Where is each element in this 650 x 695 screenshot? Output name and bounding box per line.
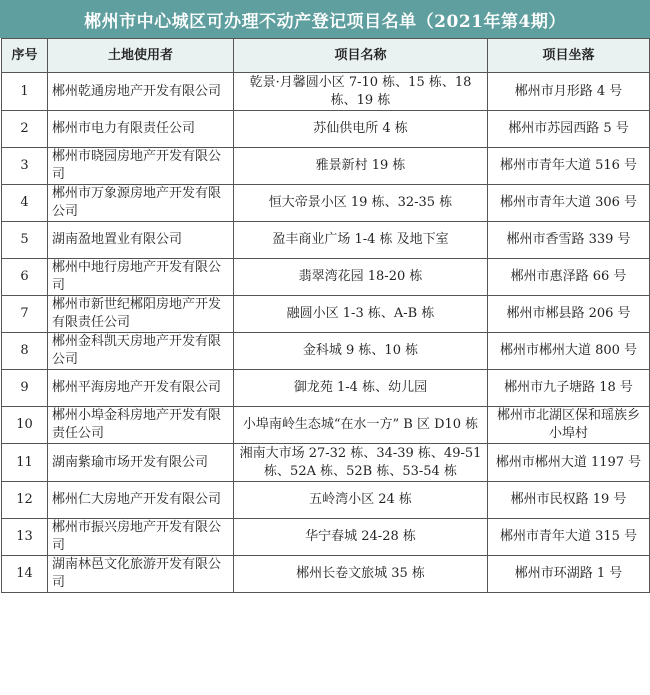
cell-owner: 湖南紫瑜市场开发有限公司 [48,444,234,482]
cell-no: 4 [2,185,48,222]
cell-project: 湘南大市场 27-32 栋、34-39 栋、49-51 栋、52A 栋、52B 栋、53-54 栋 [234,444,488,482]
cell-project: 御龙苑 1-4 栋、幼儿园 [234,370,488,407]
cell-project: 郴州长卷文旅城 35 栋 [234,556,488,593]
cell-location: 郴州市苏园西路 5 号 [488,111,650,148]
table-row [2,482,650,519]
cell-location: 郴州市环湖路 1 号 [488,556,650,593]
table-row [2,73,650,111]
cell-no: 13 [2,519,48,556]
table-row [2,556,650,593]
cell-no: 10 [2,407,48,444]
cell-project: 苏仙供电所 4 栋 [234,111,488,148]
cell-project: 五岭湾小区 24 栋 [234,482,488,519]
cell-owner: 郴州市晓园房地产开发有限公司 [48,148,234,185]
cell-owner: 郴州小埠金科房地产开发有限责任公司 [48,407,234,444]
header-no: 序号 [2,39,48,73]
cell-owner: 郴州市新世纪郴阳房地产开发有限责任公司 [48,296,234,333]
cell-owner: 湖南盈地置业有限公司 [48,222,234,259]
cell-project: 翡翠湾花园 18-20 栋 [234,259,488,296]
cell-no: 11 [2,444,48,482]
table-header-row [2,39,650,73]
cell-owner: 郴州市万象源房地产开发有限公司 [48,185,234,222]
header-owner: 土地使用者 [48,39,234,73]
project-table [1,38,650,593]
table-body [2,73,650,593]
cell-project: 金科城 9 栋、10 栋 [234,333,488,370]
cell-no: 12 [2,482,48,519]
header-project: 项目名称 [234,39,488,73]
cell-location: 郴州市月形路 4 号 [488,73,650,111]
cell-no: 14 [2,556,48,593]
cell-no: 9 [2,370,48,407]
cell-location: 郴州市青年大道 315 号 [488,519,650,556]
cell-owner: 郴州金科凯天房地产开发有限公司 [48,333,234,370]
cell-no: 8 [2,333,48,370]
cell-owner: 郴州市电力有限责任公司 [48,111,234,148]
cell-location: 郴州市九子塘路 18 号 [488,370,650,407]
cell-location: 郴州市北湖区保和瑶族乡小埠村 [488,407,650,444]
table-row [2,407,650,444]
table-row [2,333,650,370]
cell-no: 7 [2,296,48,333]
table-row [2,296,650,333]
cell-project: 恒大帝景小区 19 栋、32-35 栋 [234,185,488,222]
cell-owner: 郴州市振兴房地产开发有限公司 [48,519,234,556]
cell-no: 3 [2,148,48,185]
table-row [2,222,650,259]
cell-no: 2 [2,111,48,148]
cell-location: 郴州市惠泽路 66 号 [488,259,650,296]
table-row [2,370,650,407]
cell-owner: 湖南林邑文化旅游开发有限公司 [48,556,234,593]
cell-project: 小埠南岭生态城“在水一方” B 区 D10 栋 [234,407,488,444]
cell-owner: 郴州仁大房地产开发有限公司 [48,482,234,519]
table-row [2,444,650,482]
cell-no: 1 [2,73,48,111]
table-row [2,519,650,556]
table-row [2,259,650,296]
cell-location: 郴州市郴州大道 800 号 [488,333,650,370]
cell-location: 郴州市香雪路 339 号 [488,222,650,259]
cell-project: 盈丰商业广场 1-4 栋 及地下室 [234,222,488,259]
header-location: 项目坐落 [488,39,650,73]
cell-no: 6 [2,259,48,296]
table-row [2,148,650,185]
cell-project: 雅景新村 19 栋 [234,148,488,185]
cell-location: 郴州市青年大道 306 号 [488,185,650,222]
table-row [2,185,650,222]
cell-location: 郴州市青年大道 516 号 [488,148,650,185]
cell-owner: 郴州中地行房地产开发有限公司 [48,259,234,296]
table-row [2,111,650,148]
cell-location: 郴州市郴县路 206 号 [488,296,650,333]
cell-no: 5 [2,222,48,259]
cell-project: 华宁春城 24-28 栋 [234,519,488,556]
cell-project: 融圆小区 1-3 栋、A-B 栋 [234,296,488,333]
cell-location: 郴州市民权路 19 号 [488,482,650,519]
page-title: 郴州市中心城区可办理不动产登记项目名单（2021年第4期） [0,0,650,38]
cell-project: 乾景·月馨圆小区 7-10 栋、15 栋、18 栋、19 栋 [234,73,488,111]
cell-owner: 郴州乾通房地产开发有限公司 [48,73,234,111]
cell-owner: 郴州平海房地产开发有限公司 [48,370,234,407]
cell-location: 郴州市郴州大道 1197 号 [488,444,650,482]
